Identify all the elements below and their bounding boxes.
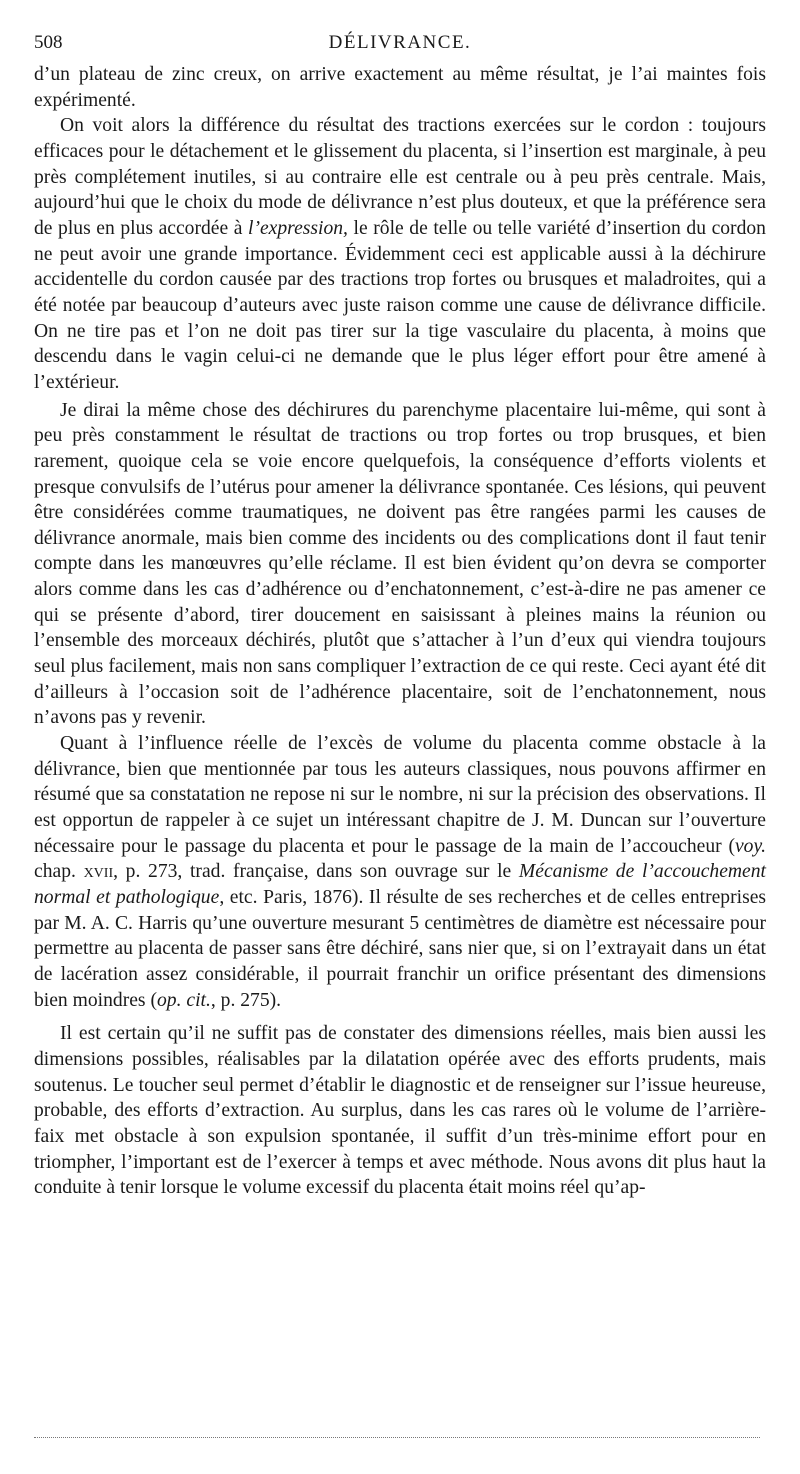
paragraph-1	[34, 62, 766, 113]
paragraph-text: , p. 275).	[210, 989, 282, 1011]
running-head	[34, 28, 766, 58]
page-title: DÉLIVRANCE.	[328, 32, 472, 53]
emphasis-voy: voy.	[734, 835, 766, 857]
paragraph-text: On voit alors la différence du résultat des tractions exercées sur le cordon : toujours efficaces pour le détachement et le glissement du placenta, si l’insertion est marginale, à peu près complétement inutiles, si au contraire elle est centrale ou à peu près centrale. Mais, aujourd’hui que le choix du mode de délivrance n’est plus douteux, et que la préférence sera de plus en plus accordée à	[34, 115, 766, 239]
paragraph-4	[34, 731, 766, 1013]
footer-dotted-rule	[34, 1437, 760, 1438]
emphasis-expression: l’expression,	[248, 217, 348, 239]
paragraph-5	[34, 1021, 766, 1201]
paragraph-3	[34, 398, 766, 732]
paragraph-text: Il est certain qu’il ne suffit pas de constater des dimensions réelles, mais bien aussi les dimensions possibles, réalisables par la dilatation opérée avec des efforts prudents, mais soutenus. Le toucher seul permet d’établir le diagnostic et de renseigner sur l’issue heureuse, probable, des efforts d’extraction. Au surplus, dans les cas rares où le volume de l’arrière-faix met obstacle à son expulsion spontanée, il suffit d’un très-minime effort pour en triompher, l’important est de l’exercer à temps et avec méthode. Nous avons dit plus haut la conduite à tenir lorsque le volume excessif du placenta était moins réel qu’ap-	[34, 1023, 766, 1199]
paragraph-text: Je dirai la même chose des déchirures du parenchyme placentaire lui-même, qui sont à peu près constamment le résultat de tractions ou trop fortes ou trop brusques, et bien rarement, quoique cela se voie encore quelquefois, la conséquence d’efforts violents et presque convulsifs de l’utérus pour amener la délivrance spontanée. Ces lésions, qui peuvent être considérées comme traumatiques, ne doivent pas être rangées parmi les causes de délivrance anormale, mais bien comme des incidents ou des complications dont il faut tenir compte dans les manœuvres qu’elle réclame. Il est bien évident qu’on devra se comporter alors comme dans les cas d’adhérence ou d’enchatonnement, c’est-à-dire ne pas amener ce qui se présente d’abord, tirer doucement en saisissant à pleines mains la réunion ou l’ensemble des morceaux déchirés, plutôt que s’attacher à l’un d’eux qui viendra toujours seul plus facilement, mais non sans compliquer l’extraction de ce qui reste. Ceci ayant été dit d’ailleurs à l’occasion soit de l’adhérence placentaire, soit de l’enchatonnement, nous n’avons pas y revenir.	[34, 399, 766, 729]
chapter-number: xvii	[83, 861, 114, 883]
body-text	[34, 62, 766, 1201]
paragraph-text: , p. 273, trad. française, dans son ouvrage sur le	[113, 861, 519, 883]
emphasis-book-title: Mécanisme de l’accouchement normal et pathologique	[34, 861, 766, 908]
paragraph-text: le rôle de telle ou telle variété d’insertion du cordon ne peut avoir une grande importance. Évidemment ceci est applicable aussi à la déchirure accidentelle du cordon causée par des tractions trop fortes ou brusques et maladroites, qui a été notée par beaucoup d’auteurs avec juste raison comme une cause de délivrance difficile. On ne tire pas et l’on ne doit pas tirer sur la tige vasculaire du placenta, à moins que descendu dans le vagin celui-ci ne demande que le plus léger effort pour être amené à l’extérieur.	[34, 217, 766, 393]
paragraph-2	[34, 113, 766, 395]
paragraph-text: chap.	[34, 861, 84, 883]
paragraph-text: , etc. Paris, 1876). Il résulte de ses recherches et de celles entreprises par M. A. C. Harris qu’une ouverture mesurant 5 centimètres de diamètre est nécessaire pour permettre au placenta de passer sans être déchiré, sans nier que, si on l’extrayait dans un état de lacération assez considérable, il pourrait franchir un orifice présentant des dimensions bien moindres (	[34, 887, 767, 1011]
page-number: 508	[34, 32, 63, 53]
emphasis-op-cit: op. cit.	[156, 989, 211, 1011]
paragraph-text: Quant à l’influence réelle de l’excès de volume du placenta comme obstacle à la délivrance, bien que mentionnée par tous les auteurs classiques, nous pouvons affirmer en résumé que sa constatation ne repose ni sur le nombre, ni sur la précision des observations. Il est opportun de rappeler à ce sujet un intéressant chapitre de J. M. Duncan sur l’ouverture nécessaire pour le passage du placenta et pour le passage de la main de l’accoucheur (	[34, 733, 766, 857]
paragraph-text: d’un plateau de zinc creux, on arrive exactement au même résultat, je l’ai maintes fois expérimenté.	[34, 64, 766, 111]
